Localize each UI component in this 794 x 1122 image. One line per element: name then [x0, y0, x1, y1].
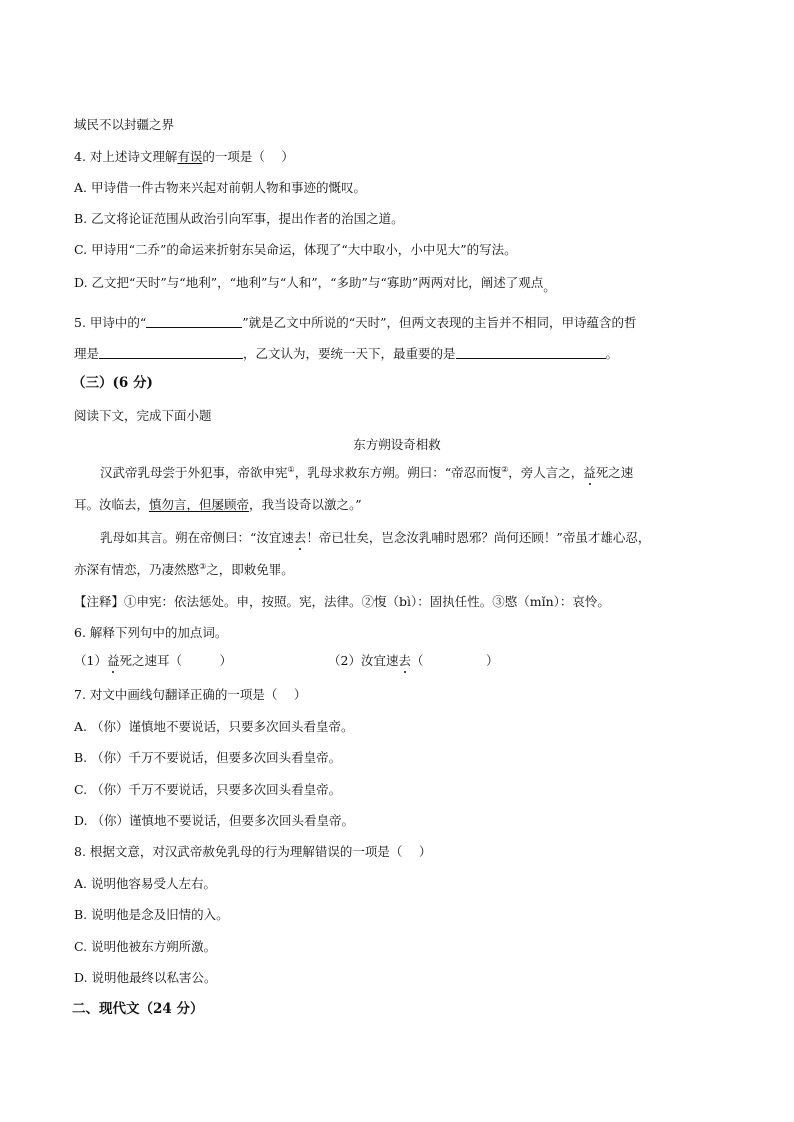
passage-text: ，我当设奇以激之。” — [249, 497, 362, 512]
question-4-stem — [74, 148, 294, 166]
passage-text: 之，即敕免罪。 — [206, 562, 294, 577]
question-4-stem-part: 4. 对上述诗文理解 — [74, 149, 178, 164]
question-8-stem: 8. 根据文意，对汉武帝赦免乳母的行为理解错误的一项是（ ） — [74, 844, 432, 859]
passage-text: 死之速 — [595, 465, 634, 480]
dotted-keyword: 益 — [583, 465, 596, 480]
text-line: 域民不以封疆之界 — [74, 117, 175, 132]
reading-instruction: 阅读下文，完成下面小题 — [74, 408, 212, 423]
question-4-option-b: B. 乙文将论证范围从政治引向军事，提出作者的治国之道。 — [74, 211, 404, 226]
passage-text: ，乳母求救东方朔。朔曰：“帝忍而愎 — [294, 465, 502, 480]
item-text: （2）汝宜速 — [328, 653, 399, 668]
footnote-marker: ① — [287, 465, 295, 474]
question-4-option-a: A. 甲诗借一件古物来兴起对前朝人物和事迹的慨叹。 — [74, 180, 366, 195]
underlined-keyword: 有误 — [177, 149, 203, 164]
question-8-option-c: C. 说明他被东方朔所激。 — [74, 939, 217, 954]
passage-text: 汉武帝乳母尝于外犯事，帝欲申宪 — [100, 465, 288, 480]
underlined-sentence: 慎勿言，但屡顾帝 — [149, 497, 250, 512]
question-6-item-2 — [328, 652, 498, 670]
item-text: 死之速耳（ ） — [119, 653, 232, 668]
question-4-stem-part: 的一项是（ ） — [202, 149, 294, 164]
passage-text: ，旁人言之， — [508, 465, 584, 480]
question-7-stem: 7. 对文中画线句翻译正确的一项是（ ） — [74, 687, 307, 702]
passage-text: 耳。汝临去， — [74, 497, 150, 512]
footnote-marker: ② — [501, 465, 509, 474]
question-5-line-2 — [74, 345, 618, 363]
question-7-option-b: B. （你）千万不要说话，但要多次回头看皇帝。 — [74, 750, 342, 765]
passage-title: 东方朔设奇相救 — [353, 437, 441, 452]
question-8-option-b: B. 说明他是念及旧情的入。 — [74, 907, 229, 922]
section-3-heading: （三）(6 分) — [72, 375, 153, 391]
answer-blank-2[interactable] — [99, 346, 243, 359]
question-5-text: ”就是乙文中所说的“天时”，但两文表现的主旨并不相同，甲诗蕴含的哲 — [242, 315, 637, 330]
dotted-keyword: 去 — [293, 530, 307, 545]
question-5-text: 理是 — [74, 346, 100, 361]
option-text: D. 乙文把“天时”与“地利”，“地利”与“人和”，“多助”与“寡助”两两对比，阐述了观点 — [74, 275, 544, 290]
question-5-text: ，乙文认为，要统一天下，最重要的是 — [243, 346, 456, 361]
question-5-text: 。 — [605, 346, 619, 361]
passage-line-2 — [74, 496, 362, 514]
section-2-heading: 二、现代文（24 分） — [72, 1001, 204, 1017]
passage-text: 亦深有情恋，乃凄然愍 — [74, 562, 200, 577]
question-6-item-1 — [74, 652, 232, 670]
passage-line-1 — [100, 464, 633, 482]
dotted-keyword: 去 — [398, 653, 411, 668]
answer-blank-1[interactable] — [146, 315, 242, 328]
passage-text: 乳母如其言。朔在帝侧曰：“汝宜速 — [100, 530, 294, 545]
footnote-marker: ③ — [199, 562, 207, 571]
answer-blank-3[interactable] — [456, 346, 606, 359]
dotted-keyword: 益 — [106, 653, 120, 668]
question-7-option-a: A. （你）谨慎地不要说话，只要多次回头看皇帝。 — [74, 719, 354, 734]
question-8-option-d: D. 说明他最终以私害公。 — [74, 970, 217, 985]
annotation-note: 【注释】①申宪：依法惩处。申，按照。宪，法律。②愎（bì）：固执任性。③愍（mǐn）：哀怜。 — [74, 594, 610, 609]
question-4-option-c: C. 甲诗用“二乔”的命运来折射东吴命运，体现了“大中取小，小中见大”的写法。 — [74, 242, 517, 257]
question-8-option-a: A. 说明他容易受人左右。 — [74, 876, 216, 891]
passage-line-4 — [74, 561, 294, 579]
passage-line-3 — [100, 529, 650, 547]
passage-text: ！帝已壮矣，岂念汝乳哺时恩邪？尚何还顾！”帝虽才雄心忍， — [306, 530, 651, 545]
option-end-mark: 。 — [543, 279, 556, 294]
item-text: （ ） — [410, 653, 499, 668]
question-5-line-1 — [74, 314, 636, 332]
item-text: （1） — [74, 653, 107, 668]
question-7-option-c: C. （你）千万不要说话，只要多次回头看皇帝。 — [74, 782, 342, 797]
question-4-option-d — [74, 274, 556, 292]
question-7-option-d: D. （你）谨慎地不要说话，但要多次回头看皇帝。 — [74, 813, 355, 828]
question-6-stem: 6. 解释下列句中的加点词。 — [74, 625, 228, 640]
question-5-text: 5. 甲诗中的“ — [74, 315, 147, 330]
